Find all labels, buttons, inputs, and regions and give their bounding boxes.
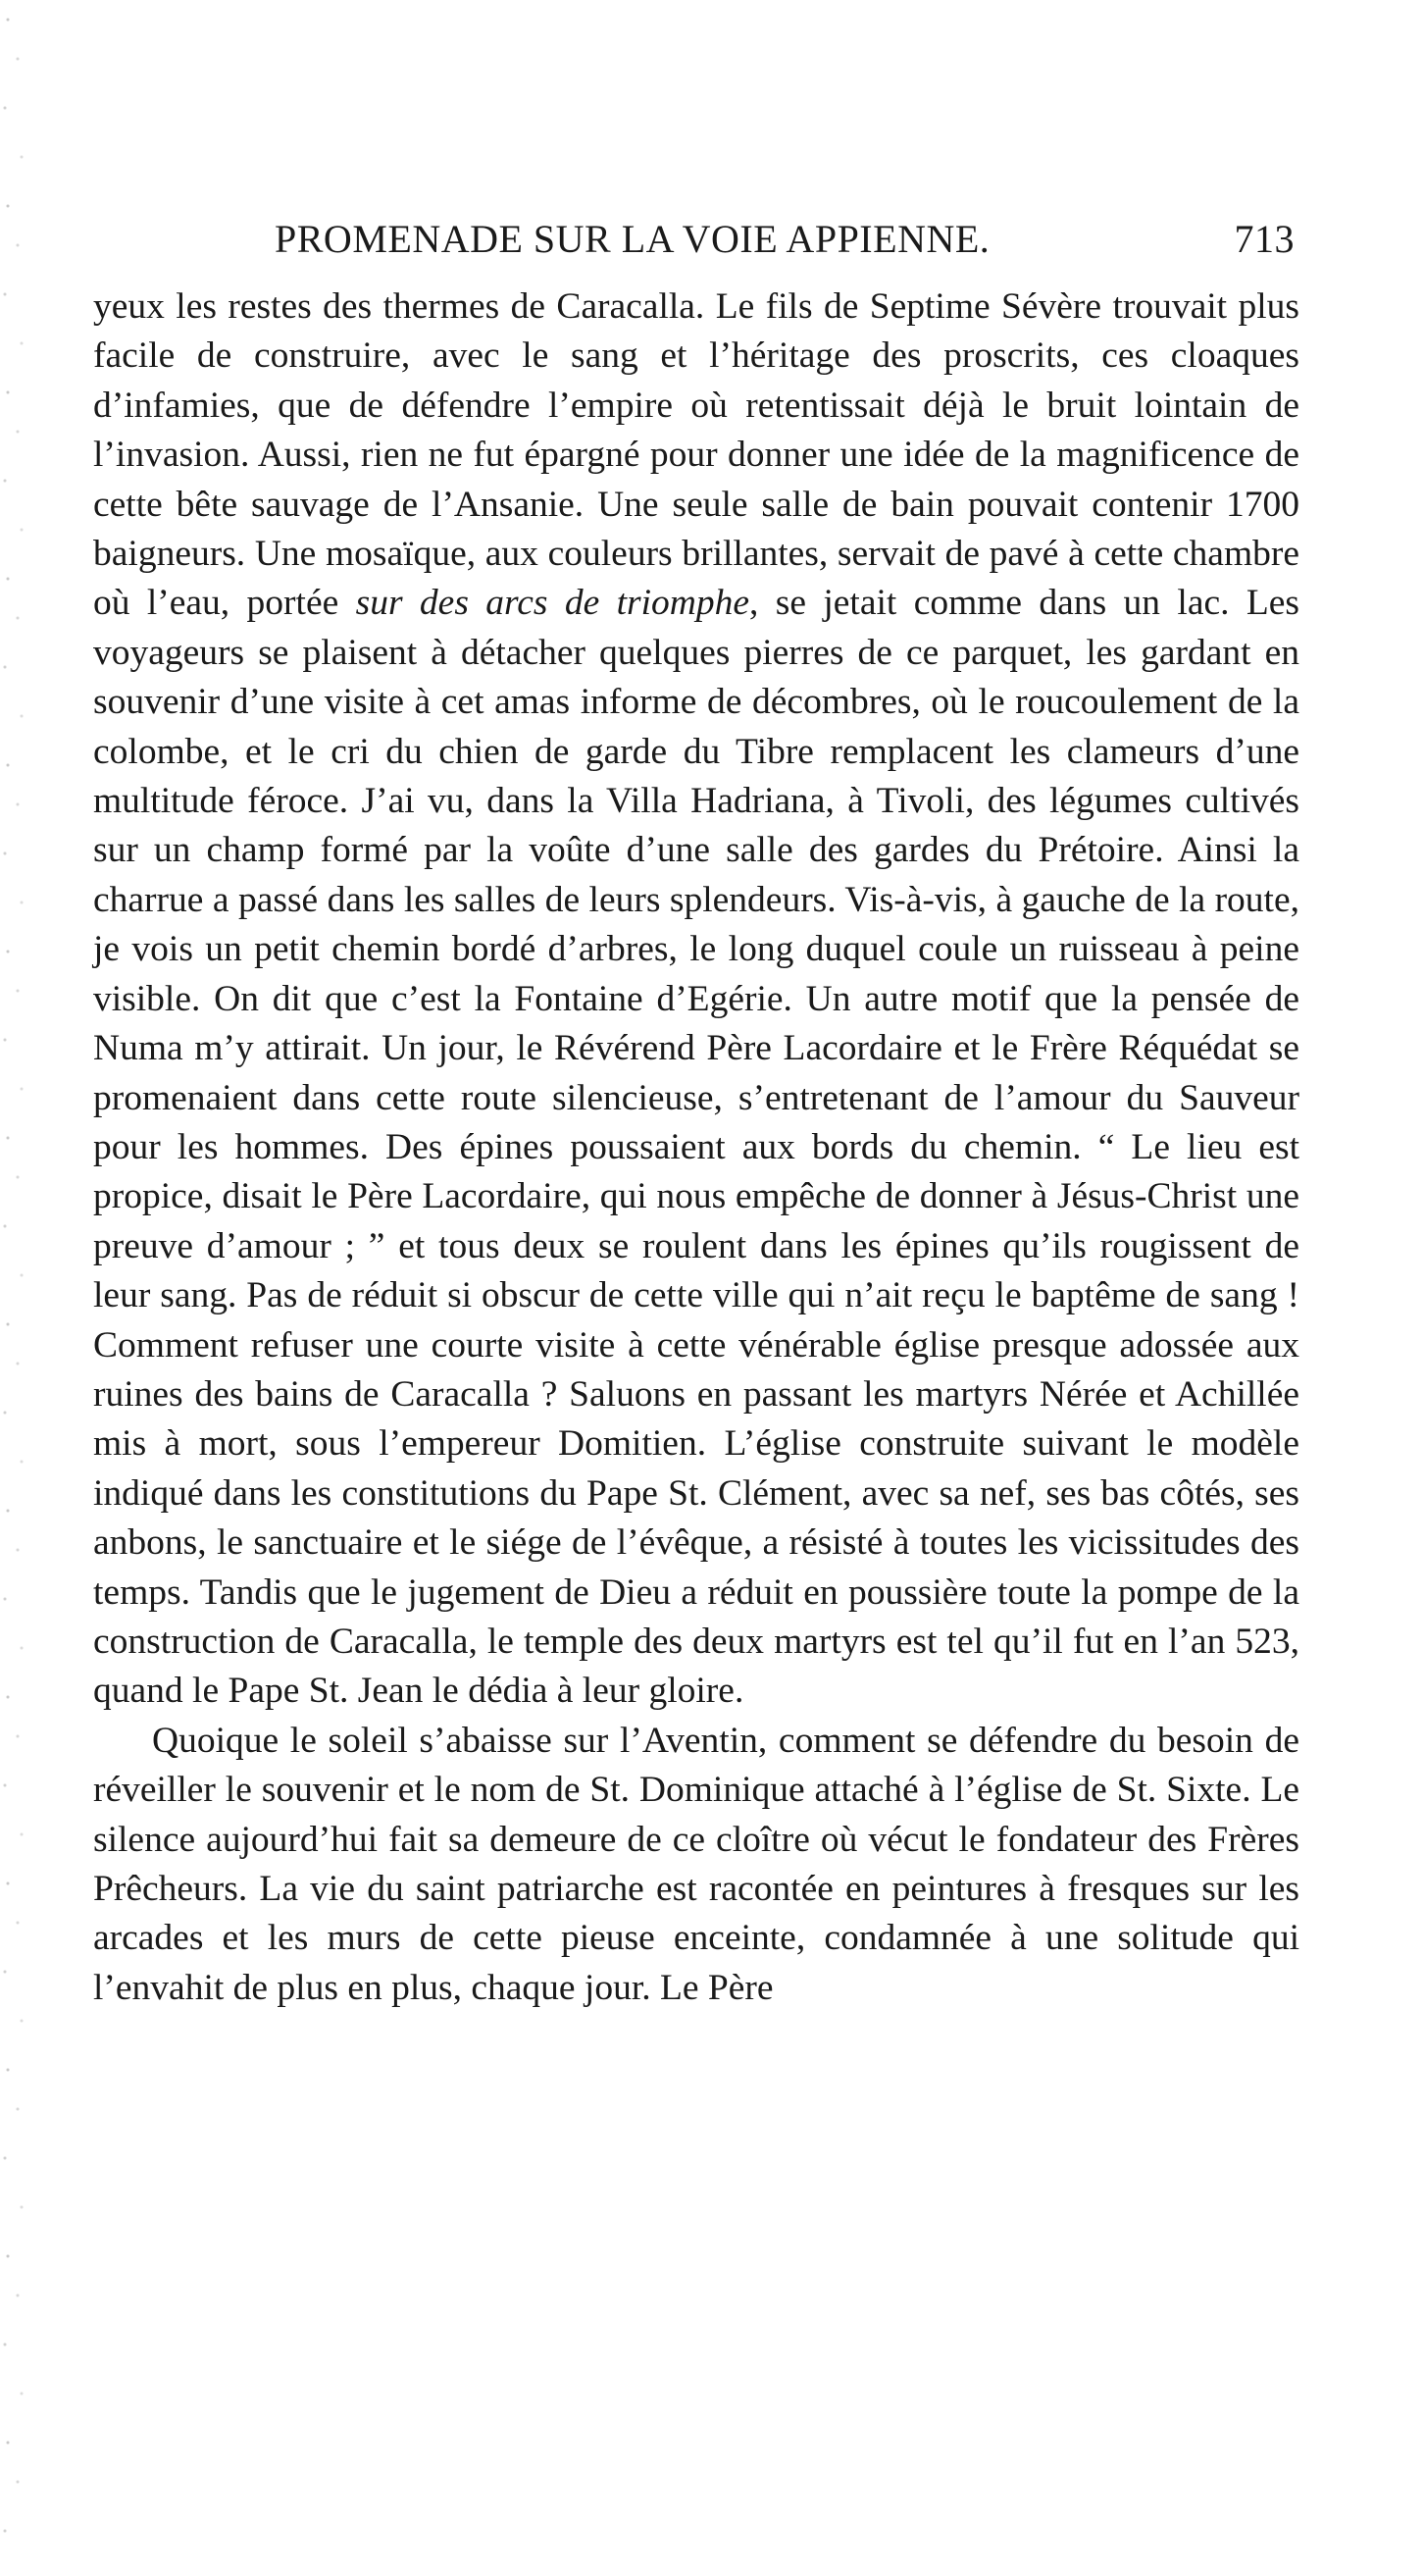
paragraph-1 [93,283,1299,1717]
running-title: PROMENADE SUR LA VOIE APPIENNE. [275,217,991,261]
body-text [93,283,1299,2013]
page-number: 713 [1234,217,1295,261]
paragraph-1-text-a: yeux les restes des thermes de Caracalla. Le fils de Septime Sévère trouvait plus facile de construire, avec le sang et l’héritage des proscrits, ces cloaques d’infamies, que de défendre l’empire où retentissait déjà le bruit lointain de l’invasion. Aussi, rien ne fut épargné pour donner une idée de la magnificence de cette bête sauvage de l’Ansanie. Une seule salle de bain pouvait contenir 1700 baigneurs. Une mosaïque, aux couleurs brillantes, servait de pavé à cette chambre où l’eau, portée [93,286,1299,624]
scan-edge-speckle [0,0,33,2576]
paragraph-1-italic: sur des arcs de triomphe [355,583,750,624]
paragraph-2: Quoique le soleil s’abaisse sur l’Aventin, comment se défendre du besoin de réveiller le souvenir et le nom de St. Dominique attaché à l’église de St. Sixte. Le silence aujourd’hui fait sa demeure de ce cloître où vécut le fondateur des Frères Prêcheurs. La vie du saint patriarche est racontée en peintures à fresques sur les arcades et les murs de cette pieuse enceinte, condamnée à une solitude qui l’envahit de plus en plus, chaque jour. Le Père [93,1720,1299,2008]
page-header [275,216,1295,265]
paragraph-1-text-b: , se jetait comme dans un lac. Les voyageurs se plaisent à détacher quelques pierres de ce parquet, les gardant en souvenir d’une visite à cet amas informe de décombres, où le roucoulement de la colombe, et le cri du chien de garde du Tibre remplacent les clameurs d’une multitude féroce. J’ai vu, dans la Villa Hadriana, à Tivoli, des légumes cultivés sur un champ formé par la voûte d’une salle des gardes du Prétoire. Ainsi la charrue a passé dans les salles de leurs splendeurs. Vis-à-vis, à gauche de la route, je vois un petit chemin bordé d’arbres, le long duquel coule un ruisseau à peine visible. On dit que c’est la Fontaine d’Egérie. Un autre motif que la pensée de Numa m’y attirait. Un jour, le Révérend Père Lacordaire et le Frère Réquédat se promenaient dans cette route silencieuse, s’entretenant de l’amour du Sauveur pour les hommes. Des épines poussaient aux bords du chemin. “ Le lieu est propice, disait le Père Lacordaire, qui nous empêche de donner à Jésus-Christ une preuve d’amour ; ” et tous deux se roulent dans les épines qu’ils rougissent de leur sang. Pas de réduit si obscur de cette ville qui n’ait reçu le baptême de sang ! Comment refuser une courte visite à cette vénérable église presque adossée aux ruines des bains de Caracalla ? Saluons en passant les martyrs Nérée et Achillée mis à mort, sous l’empereur Domitien. L’église construite suivant le modèle indiqué dans les constitutions du Pape St. Clément, avec sa nef, ses bas côtés, ses anbons, le sanctuaire et le siége de l’évêque, a résisté à toutes les vicissitudes des temps. Tandis que le jugement de Dieu a réduit en poussière toute la pompe de la construction de Caracalla, le temple des deux martyrs est tel qu’il fut en l’an 523, quand le Pape St. Jean le dédia à leur gloire. [93,583,1300,1712]
